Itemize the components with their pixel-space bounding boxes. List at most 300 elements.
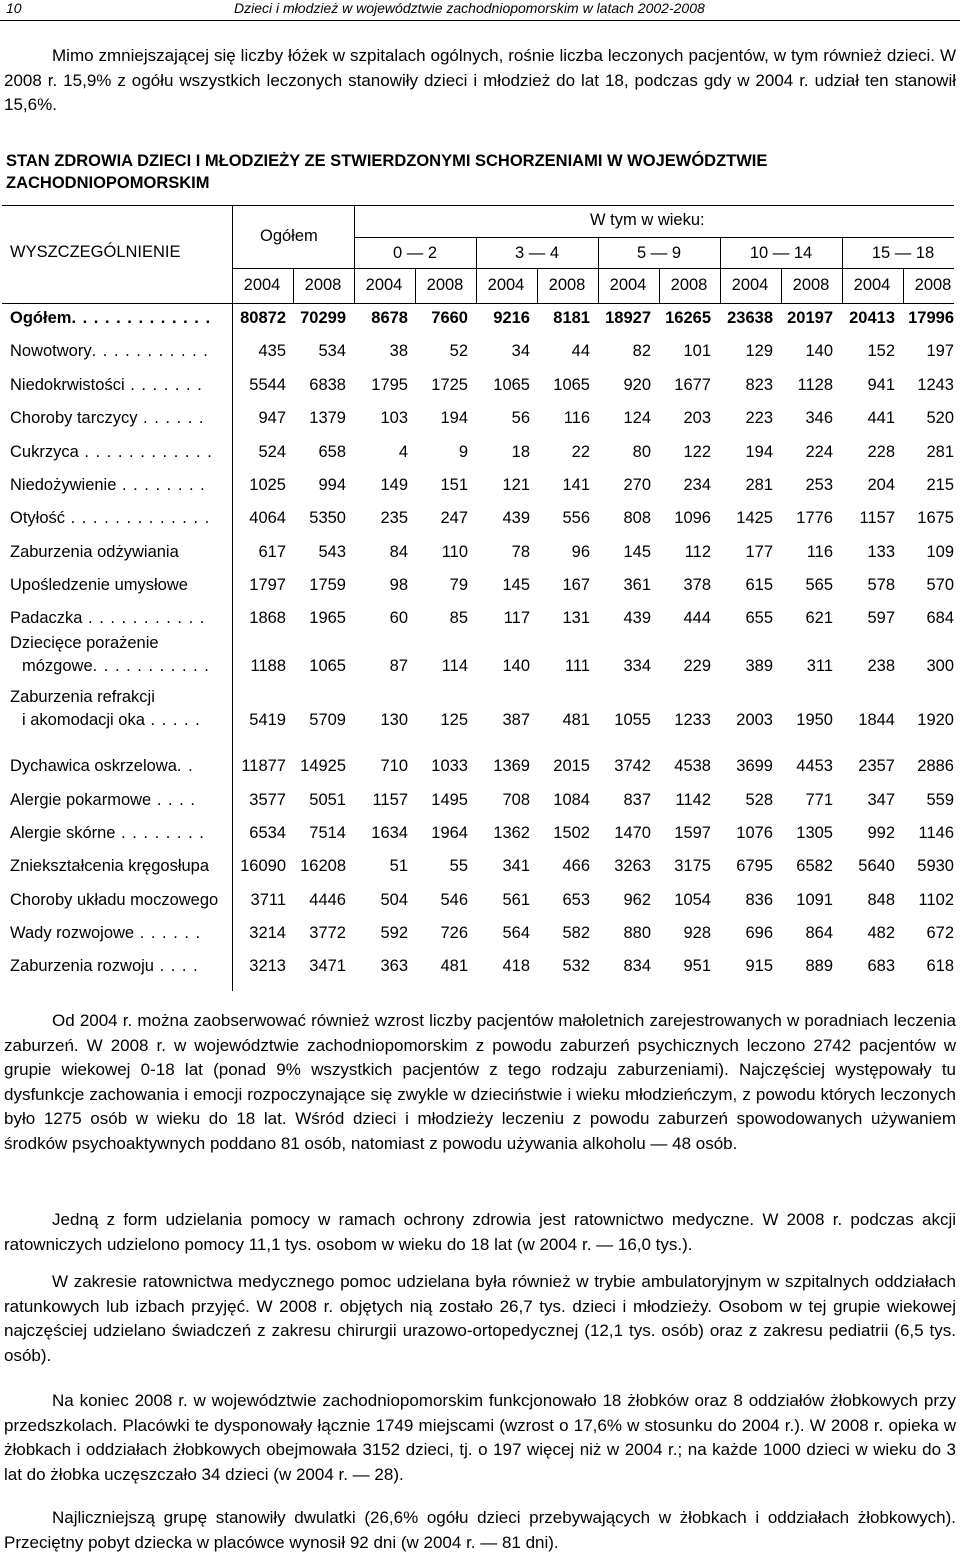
- table-cell: 823: [745, 376, 773, 394]
- table-cell: 5544: [249, 376, 286, 394]
- table-cell: 16265: [665, 309, 711, 327]
- table-cell: 125: [440, 711, 468, 729]
- table-cell: 347: [867, 791, 895, 809]
- table-row: [0, 957, 960, 990]
- table-cell: 52: [449, 342, 468, 360]
- row-label: Alergie pokarmowe . . . .: [10, 791, 196, 809]
- table-cell: 238: [867, 657, 895, 675]
- table-cell: 7660: [431, 309, 468, 327]
- table-cell: 389: [745, 657, 773, 675]
- table-cell: 1776: [796, 509, 833, 527]
- table-cell: 116: [563, 409, 590, 427]
- table-cell: 1025: [249, 476, 286, 494]
- table-cell: 2015: [553, 757, 590, 775]
- table-cell: 1759: [309, 576, 346, 594]
- table-cell: 5930: [917, 857, 954, 875]
- table-cell: 920: [623, 376, 651, 394]
- header-separator: [354, 205, 355, 303]
- table-cell: 3214: [249, 924, 286, 942]
- table-cell: 658: [318, 443, 346, 461]
- table-row: [0, 688, 960, 735]
- table-cell: 1065: [553, 376, 590, 394]
- table-cell: 16208: [300, 857, 346, 875]
- table-cell: 951: [683, 957, 711, 975]
- table-cell: 122: [683, 443, 711, 461]
- table-cell: 70299: [300, 309, 346, 327]
- table-cell: 224: [805, 443, 833, 461]
- table-cell: 1102: [918, 891, 954, 909]
- table-cell: 1054: [674, 891, 711, 909]
- table-cell: 1065: [493, 376, 530, 394]
- table-row: [0, 757, 960, 790]
- table-cell: 1157: [859, 509, 895, 527]
- table-cell: 915: [745, 957, 773, 975]
- row-label: Cukrzyca . . . . . . . . . . . .: [10, 443, 213, 461]
- year-header-rule: [232, 268, 954, 269]
- table-row: [0, 409, 960, 442]
- table-row: [0, 509, 960, 542]
- table-cell: 556: [562, 509, 590, 527]
- age-separator: [781, 268, 782, 303]
- table-cell: 1055: [614, 711, 651, 729]
- table-cell: 1964: [431, 824, 468, 842]
- table-cell: 559: [926, 791, 954, 809]
- table-cell: 1305: [796, 824, 833, 842]
- table-cell: 130: [380, 711, 408, 729]
- table-cell: 4: [398, 443, 408, 461]
- table-cell: 947: [258, 409, 286, 427]
- table-cell: 204: [867, 476, 895, 494]
- table-cell: 1795: [371, 376, 408, 394]
- table-cell: 992: [867, 824, 895, 842]
- table-cell: 194: [440, 409, 468, 427]
- table-cell: 564: [502, 924, 530, 942]
- table-cell: 1243: [917, 376, 954, 394]
- table-row: [0, 634, 960, 681]
- table-cell: 582: [562, 924, 590, 942]
- table-cell: 363: [380, 957, 408, 975]
- table-cell: 114: [441, 657, 468, 675]
- page-header: [0, 0, 960, 21]
- table-cell: 149: [380, 476, 408, 494]
- paragraph: Najliczniejszą grupę stanowiły dwulatki (26,6% ogółu dzieci przebywających w żłobkach i oddziałach żłobkowych). Przeciętny pobyt dziecka w placówce wynosił 92 dni (w 2004 r. — 81 dni).: [4, 1508, 956, 1552]
- table-cell: 111: [564, 657, 590, 675]
- table-cell: 1084: [553, 791, 590, 809]
- table-cell: 696: [745, 924, 773, 942]
- year-header: 2004: [853, 276, 891, 294]
- table-cell: 11877: [241, 757, 286, 775]
- table-cell: 60: [389, 609, 408, 627]
- table-cell: 131: [562, 609, 590, 627]
- table-cell: 203: [683, 409, 711, 427]
- table-row: [0, 309, 960, 342]
- row-label-continuation: mózgowe. . . . . . . . . . .: [22, 657, 210, 675]
- table-cell: 418: [502, 957, 530, 975]
- table-cell: 1379: [309, 409, 346, 427]
- age-group-header: 5 — 9: [636, 244, 682, 262]
- table-cell: 520: [926, 409, 954, 427]
- table-cell: 16090: [240, 857, 286, 875]
- table-cell: 3175: [674, 857, 711, 875]
- table-row: [0, 857, 960, 890]
- table-cell: 4538: [674, 757, 711, 775]
- table-cell: 5419: [249, 711, 286, 729]
- age-separator: [598, 237, 599, 303]
- table-cell: 82: [632, 342, 651, 360]
- table-cell: 618: [926, 957, 954, 975]
- table-cell: 994: [318, 476, 346, 494]
- table-cell: 109: [926, 543, 954, 561]
- table-cell: 4064: [249, 509, 286, 527]
- year-header: 2008: [914, 276, 952, 294]
- table-cell: 117: [503, 609, 530, 627]
- table-cell: 684: [926, 609, 954, 627]
- table-cell: 880: [623, 924, 651, 942]
- table-title: STAN ZDROWIA DZIECI I MŁODZIEŻY ZE STWIERDZONYMI SCHORZENIAMI W WOJEWÓDZTWIE ZACHODNIOPOMORSKIM: [6, 152, 768, 192]
- table-cell: 561: [502, 891, 530, 909]
- table-cell: 1146: [918, 824, 954, 842]
- paragraph: Na koniec 2008 r. w województwie zachodniopomorskim funkcjonowało 18 żłobków oraz 8 oddziałów żłobkowych przy przedszkolach. Placówki te dysponowały łącznie 1749 miejscami (wzrost o 17,6% w stosunku do 2004 r.). W 2008 r. opieka w żłobkach i oddziałach żłobkowych obejmowała 3152 dzieci, tj. o 197 więcej niż w 2004 r.; na każde 1000 dzieci w wieku do 3 lat do żłobka uczęszczało 34 dzieci (w 2004 r. — 28).: [4, 1391, 956, 1484]
- table-cell: 112: [684, 543, 711, 561]
- table-cell: 247: [440, 509, 468, 527]
- table-cell: 85: [449, 609, 468, 627]
- table-top-rule: [2, 205, 954, 206]
- table-cell: 837: [623, 791, 651, 809]
- table-cell: 96: [571, 543, 590, 561]
- table-cell: 1470: [614, 824, 651, 842]
- table-cell: 1675: [917, 509, 954, 527]
- table-cell: 565: [805, 576, 833, 594]
- table-cell: 194: [745, 443, 773, 461]
- table-cell: 334: [623, 657, 651, 675]
- table-cell: 1157: [372, 791, 408, 809]
- table-cell: 1725: [431, 376, 468, 394]
- table-cell: 223: [745, 409, 773, 427]
- table-cell: 51: [389, 857, 408, 875]
- table-cell: 534: [318, 342, 346, 360]
- table-cell: 177: [745, 543, 773, 561]
- table-cell: 928: [683, 924, 711, 942]
- table-cell: 1920: [917, 711, 954, 729]
- table-row: [0, 376, 960, 409]
- table-cell: 1965: [309, 609, 346, 627]
- running-title: Dzieci i młodzież w województwie zachodniopomorskim w latach 2002-2008: [234, 0, 705, 16]
- table-cell: 615: [745, 576, 773, 594]
- table-cell: 1362: [493, 824, 530, 842]
- table-cell: 5640: [858, 857, 895, 875]
- header-separator: [232, 205, 233, 303]
- age-group-header: 0 — 2: [392, 244, 438, 262]
- table-cell: 129: [745, 342, 773, 360]
- table-cell: 1076: [736, 824, 773, 842]
- table-cell: 3772: [309, 924, 346, 942]
- table-row: [0, 543, 960, 576]
- table-cell: 3263: [614, 857, 651, 875]
- table-cell: 56: [511, 409, 530, 427]
- table-cell: 141: [562, 476, 590, 494]
- table-cell: 3213: [249, 957, 286, 975]
- table-cell: 121: [502, 476, 530, 494]
- table-cell: 653: [562, 891, 590, 909]
- row-label-continuation: i akomodacji oka . . . . .: [22, 711, 201, 729]
- age-separator: [415, 268, 416, 303]
- row-label: Zaburzenia refrakcji: [10, 688, 155, 706]
- table-cell: 1142: [675, 791, 711, 809]
- table-cell: 726: [440, 924, 468, 942]
- table-cell: 528: [745, 791, 773, 809]
- table-cell: 1950: [796, 711, 833, 729]
- table-cell: 771: [805, 791, 833, 809]
- table-cell: 1597: [674, 824, 711, 842]
- row-label: Otyłość . . . . . . . . . . . . .: [10, 509, 211, 527]
- table-cell: 621: [805, 609, 833, 627]
- table-cell: 387: [502, 711, 530, 729]
- row-label: Niedokrwistości . . . . . . .: [10, 376, 203, 394]
- table-cell: 133: [867, 543, 895, 561]
- table-cell: 3577: [249, 791, 286, 809]
- table-cell: 439: [623, 609, 651, 627]
- year-header: 2008: [426, 276, 464, 294]
- row-label: Zaburzenia rozwoju . . . .: [10, 957, 199, 975]
- table-cell: 167: [562, 576, 590, 594]
- row-label: Nowotwory. . . . . . . . . . .: [10, 342, 209, 360]
- table-cell: 1233: [674, 711, 711, 729]
- table-cell: 1128: [797, 376, 833, 394]
- col-spec-label: WYSZCZEGÓLNIENIE: [10, 243, 181, 261]
- table-cell: 1369: [493, 757, 530, 775]
- table-cell: 4453: [796, 757, 833, 775]
- table-cell: 1502: [553, 824, 590, 842]
- table-cell: 346: [805, 409, 833, 427]
- table-cell: 441: [867, 409, 895, 427]
- year-header: 2004: [487, 276, 525, 294]
- table-row: [0, 576, 960, 609]
- age-separator: [476, 237, 477, 303]
- table-cell: 848: [867, 891, 895, 909]
- table-cell: 151: [440, 476, 468, 494]
- table-cell: 14925: [300, 757, 346, 775]
- row-label: Padaczka . . . . . . . . . . .: [10, 609, 206, 627]
- table-cell: 116: [806, 543, 833, 561]
- table-cell: 1868: [249, 609, 286, 627]
- table-cell: 20413: [849, 309, 895, 327]
- year-header: 2008: [304, 276, 342, 294]
- table-cell: 9: [458, 443, 468, 461]
- table-cell: 532: [562, 957, 590, 975]
- table-cell: 481: [562, 711, 590, 729]
- table-cell: 23638: [727, 309, 773, 327]
- paragraph: Od 2004 r. można zaobserwować również wzrost liczby pacjentów małoletnich zarejestrowanych w poradniach leczenia zaburzeń. W 2008 r. w województwie zachodniopomorskim z powodu zaburzeń psychicznych leczono 2742 pacjentów w grupie wiekowej 0-18 lat (ponad 9% wszystkich pacjentów z tego rodzaju zaburzeniami). Najczęściej występowały tu dysfunkcje zachowania i emocji rozpoczynające się zwykle w dzieciństwie i wieku młodzieńczym, z powodu których leczonych było 1275 osób w wieku do 18 lat. Wśród dzieci i młodzieży leczeniu z powodu zaburzeń spowodowanych używaniem środków psychoaktywnych poddano 81 osób, natomiast z powodu używania alkoholu — 48 osób.: [4, 1011, 956, 1153]
- table-cell: 145: [623, 543, 651, 561]
- table-cell: 8181: [553, 309, 590, 327]
- year-header: 2008: [792, 276, 830, 294]
- table-cell: 234: [683, 476, 711, 494]
- intro-paragraph: Mimo zmniejszającej się liczby łóżek w szpitalach ogólnych, rośnie liczba leczonych pacjentów, w tym również dzieci. W 2008 r. 15,9% z ogółu wszystkich leczonych stanowiły dzieci i młodzież do lat 18, podczas gdy w 2004 r. udział ten stanowił 15,6%.: [4, 46, 956, 114]
- age-header-rule: [354, 237, 954, 238]
- table-cell: 34: [511, 342, 530, 360]
- table-row: [0, 824, 960, 857]
- table-cell: 281: [745, 476, 773, 494]
- table-cell: 808: [623, 509, 651, 527]
- table-cell: 5709: [309, 711, 346, 729]
- year-separator: [903, 268, 904, 303]
- table-cell: 235: [380, 509, 408, 527]
- table-cell: 578: [867, 576, 895, 594]
- table-cell: 311: [806, 657, 833, 675]
- table-cell: 87: [389, 657, 408, 675]
- table-cell: 124: [623, 409, 651, 427]
- age-group-header: 3 — 4: [514, 244, 560, 262]
- table-cell: 617: [258, 543, 286, 561]
- table-cell: 17996: [908, 309, 954, 327]
- row-label: Choroby tarczycy . . . . . .: [10, 409, 205, 427]
- table-cell: 98: [389, 576, 408, 594]
- table-cell: 2357: [858, 757, 895, 775]
- table-cell: 597: [867, 609, 895, 627]
- table-cell: 439: [502, 509, 530, 527]
- table-cell: 672: [926, 924, 954, 942]
- table-cell: 341: [502, 857, 530, 875]
- table-row: [0, 342, 960, 375]
- table-cell: 836: [745, 891, 773, 909]
- table-cell: 524: [258, 443, 286, 461]
- table-cell: 4446: [309, 891, 346, 909]
- table-cell: 18: [511, 443, 530, 461]
- year-header: 2004: [731, 276, 769, 294]
- table-cell: 3742: [614, 757, 651, 775]
- table-cell: 361: [623, 576, 651, 594]
- table-cell: 197: [926, 342, 954, 360]
- row-label: Niedożywienie . . . . . . . .: [10, 476, 206, 494]
- table-cell: 1844: [858, 711, 895, 729]
- table-cell: 482: [867, 924, 895, 942]
- table-cell: 1065: [309, 657, 346, 675]
- table-cell: 38: [389, 342, 408, 360]
- table-cell: 592: [380, 924, 408, 942]
- age-separator: [720, 237, 721, 303]
- table-cell: 253: [805, 476, 833, 494]
- table-row: [0, 924, 960, 957]
- table-cell: 834: [623, 957, 651, 975]
- table-cell: 3711: [250, 891, 286, 909]
- table-cell: 300: [926, 657, 954, 675]
- row-label: Ogółem. . . . . . . . . . . . .: [10, 309, 212, 327]
- table-cell: 1188: [250, 657, 286, 675]
- year-header: 2008: [548, 276, 586, 294]
- age-group-header: 15 — 18: [871, 244, 935, 262]
- paragraph: Jedną z form udzielania pomocy w ramach ochrony zdrowia jest ratownictwo medyczne. W 2008 r. podczas akcji ratowniczych udzielono pomocy 11,1 tys. osobom w wieku do 18 lat (w 2004 r. — 16,0 tys.).: [4, 1210, 956, 1254]
- table-cell: 145: [502, 576, 530, 594]
- table-cell: 20197: [787, 309, 833, 327]
- table-cell: 228: [867, 443, 895, 461]
- table-cell: 889: [805, 957, 833, 975]
- table-cell: 140: [502, 657, 530, 675]
- table-cell: 655: [745, 609, 773, 627]
- row-label: Dziecięce porażenie: [10, 634, 159, 652]
- table-cell: 1033: [431, 757, 468, 775]
- table-cell: 504: [380, 891, 408, 909]
- table-cell: 6838: [309, 376, 346, 394]
- row-label: Wady rozwojowe . . . . . .: [10, 924, 202, 942]
- table-row: [0, 443, 960, 476]
- table-cell: 140: [805, 342, 833, 360]
- table-cell: 215: [926, 476, 954, 494]
- age-separator: [842, 237, 843, 303]
- table-cell: 1797: [249, 576, 286, 594]
- table-cell: 3471: [309, 957, 346, 975]
- table-cell: 2003: [736, 711, 773, 729]
- table-cell: 543: [318, 543, 346, 561]
- table-row: [0, 891, 960, 924]
- table-cell: 79: [449, 576, 468, 594]
- table-cell: 1091: [796, 891, 833, 909]
- table-cell: 8678: [371, 309, 408, 327]
- year-separator: [293, 268, 294, 303]
- table-cell: 708: [502, 791, 530, 809]
- table-cell: 9216: [493, 309, 530, 327]
- table-cell: 5051: [309, 791, 346, 809]
- table-cell: 1096: [674, 509, 711, 527]
- table-cell: 3699: [736, 757, 773, 775]
- table-cell: 941: [867, 376, 895, 394]
- age-separator: [537, 268, 538, 303]
- year-header: 2008: [670, 276, 708, 294]
- table-cell: 710: [380, 757, 408, 775]
- table-cell: 1495: [431, 791, 468, 809]
- year-header: 2004: [365, 276, 403, 294]
- table-cell: 481: [440, 957, 468, 975]
- table-cell: 5350: [309, 509, 346, 527]
- table-cell: 570: [926, 576, 954, 594]
- table-cell: 683: [867, 957, 895, 975]
- table-cell: 6582: [796, 857, 833, 875]
- row-label: Zaburzenia odżywiania: [10, 543, 179, 561]
- table-cell: 6795: [736, 857, 773, 875]
- table-cell: 152: [867, 342, 895, 360]
- table-cell: 44: [571, 342, 590, 360]
- table-cell: 2886: [917, 757, 954, 775]
- age-group-header: 10 — 14: [749, 244, 813, 262]
- row-label: Upośledzenie umysłowe: [10, 576, 188, 594]
- table-cell: 466: [562, 857, 590, 875]
- table-cell: 80872: [240, 309, 286, 327]
- row-label: Dychawica oskrzelowa. .: [10, 757, 194, 775]
- year-header: 2004: [609, 276, 647, 294]
- col-age-label: W tym w wieku:: [590, 211, 705, 229]
- table-cell: 435: [258, 342, 286, 360]
- table-cell: 962: [623, 891, 651, 909]
- table-header-rule: [2, 303, 954, 304]
- age-separator: [659, 268, 660, 303]
- table-cell: 444: [683, 609, 711, 627]
- table-cell: 22: [571, 443, 590, 461]
- table-cell: 80: [632, 443, 651, 461]
- table-cell: 546: [440, 891, 468, 909]
- table-cell: 864: [805, 924, 833, 942]
- row-label: Zniekształcenia kręgosłupa: [10, 857, 210, 875]
- paragraph: W zakresie ratownictwa medycznego pomoc udzielana była również w trybie ambulatoryjnym w szpitalnych oddziałach ratunkowych lub izbach przyjęć. W 2008 r. objętych nią zostało 26,7 tys. dzieci i młodzieży. Osobom w tej grupie wiekowej najczęściej udzielano świadczeń z zakresu chirurgii urazowo-ortopedycznej (12,1 tys. osób) oraz z zakresu pediatrii (6,5 tys. osób).: [4, 1272, 956, 1365]
- page-number: 10: [6, 0, 22, 16]
- table-cell: 78: [511, 543, 530, 561]
- table-row: [0, 476, 960, 509]
- table-cell: 378: [683, 576, 711, 594]
- table-cell: 101: [683, 342, 711, 360]
- table-cell: 1634: [371, 824, 408, 842]
- table-cell: 103: [380, 409, 408, 427]
- row-label: Choroby układu moczowego: [10, 891, 219, 909]
- table-row: [0, 791, 960, 824]
- table-cell: 55: [449, 857, 468, 875]
